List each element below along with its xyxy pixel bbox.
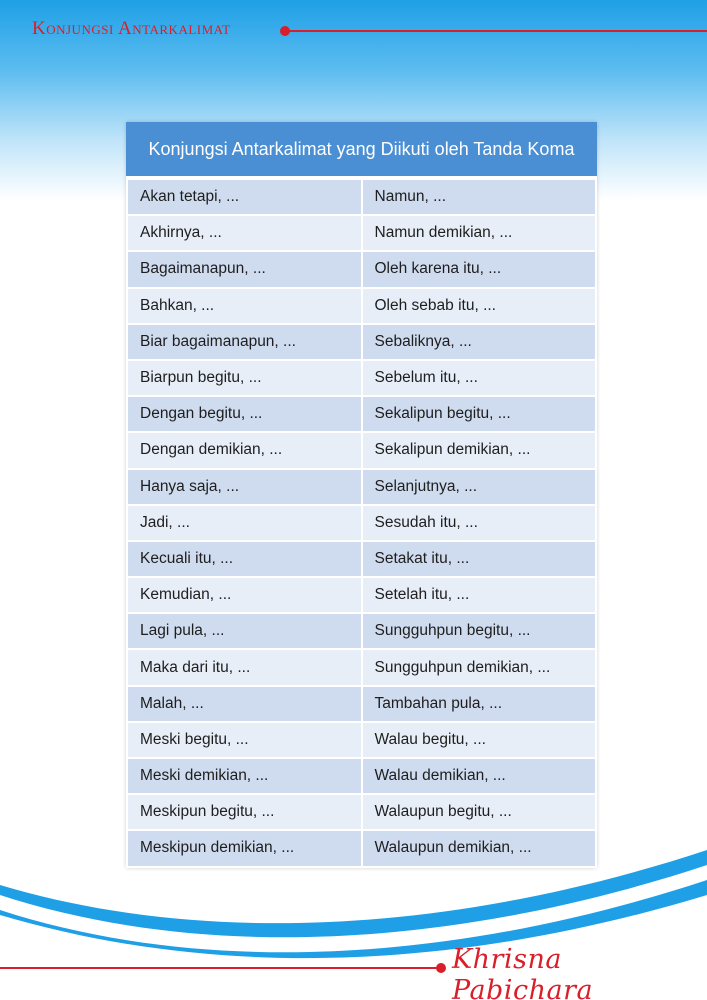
conjunction-left-cell: Bahkan, ... bbox=[127, 288, 362, 324]
conjunction-right-cell: Oleh karena itu, ... bbox=[362, 251, 597, 287]
conjunction-right-cell: Walau begitu, ... bbox=[362, 722, 597, 758]
conjunction-right-cell: Sungguhpun begitu, ... bbox=[362, 613, 597, 649]
table-row bbox=[127, 251, 596, 287]
conjunction-left-cell: Biarpun begitu, ... bbox=[127, 360, 362, 396]
conjunction-right-cell: Sekalipun begitu, ... bbox=[362, 396, 597, 432]
conjunction-left-cell: Akan tetapi, ... bbox=[127, 179, 362, 215]
table-row bbox=[127, 324, 596, 360]
conjunction-left-cell: Meskipun demikian, ... bbox=[127, 830, 362, 866]
conjunction-left-cell: Jadi, ... bbox=[127, 505, 362, 541]
conjunction-left-cell: Dengan demikian, ... bbox=[127, 432, 362, 468]
table-row bbox=[127, 613, 596, 649]
header-rule bbox=[286, 30, 707, 32]
conjunction-right-cell: Setelah itu, ... bbox=[362, 577, 597, 613]
table-row bbox=[127, 396, 596, 432]
conjunction-left-cell: Meski begitu, ... bbox=[127, 722, 362, 758]
table-row bbox=[127, 722, 596, 758]
conjunction-right-cell: Sekalipun demikian, ... bbox=[362, 432, 597, 468]
table-row bbox=[127, 686, 596, 722]
conjunction-right-cell: Oleh sebab itu, ... bbox=[362, 288, 597, 324]
conjunction-right-cell: Walaupun begitu, ... bbox=[362, 794, 597, 830]
conjunction-left-cell: Meskipun begitu, ... bbox=[127, 794, 362, 830]
conjunction-left-cell: Maka dari itu, ... bbox=[127, 649, 362, 685]
table-row bbox=[127, 360, 596, 396]
footer-dot bbox=[436, 963, 446, 973]
footer-rule bbox=[0, 967, 440, 969]
table-row bbox=[127, 505, 596, 541]
conjunction-left-cell: Hanya saja, ... bbox=[127, 469, 362, 505]
conjunction-right-cell: Namun demikian, ... bbox=[362, 215, 597, 251]
conjunction-right-cell: Sebelum itu, ... bbox=[362, 360, 597, 396]
author-signature: Khrisna Pabichara bbox=[452, 944, 594, 1000]
table-row bbox=[127, 758, 596, 794]
conjunction-left-cell: Dengan begitu, ... bbox=[127, 396, 362, 432]
table-row bbox=[127, 469, 596, 505]
table-row bbox=[127, 577, 596, 613]
table-row bbox=[127, 215, 596, 251]
conjunction-left-cell: Malah, ... bbox=[127, 686, 362, 722]
conjunction-left-cell: Lagi pula, ... bbox=[127, 613, 362, 649]
table-title: Konjungsi Antarkalimat yang Diikuti oleh Tanda Koma bbox=[126, 122, 597, 178]
conjunction-right-cell: Walaupun demikian, ... bbox=[362, 830, 597, 866]
table-row bbox=[127, 432, 596, 468]
conjunction-right-cell: Walau demikian, ... bbox=[362, 758, 597, 794]
conjunction-left-cell: Biar bagaimanapun, ... bbox=[127, 324, 362, 360]
table-row bbox=[127, 541, 596, 577]
conjunction-left-cell: Bagaimanapun, ... bbox=[127, 251, 362, 287]
table-row bbox=[127, 288, 596, 324]
table-row bbox=[127, 649, 596, 685]
conjunction-right-cell: Setakat itu, ... bbox=[362, 541, 597, 577]
conjunction-right-cell: Selanjutnya, ... bbox=[362, 469, 597, 505]
page-header-title: Konjungsi Antarkalimat bbox=[32, 18, 231, 39]
conjunction-left-cell: Meski demikian, ... bbox=[127, 758, 362, 794]
conjunction-right-cell: Sebaliknya, ... bbox=[362, 324, 597, 360]
conjunction-table bbox=[126, 122, 597, 868]
conjunction-left-cell: Akhirnya, ... bbox=[127, 215, 362, 251]
conjunction-right-cell: Tambahan pula, ... bbox=[362, 686, 597, 722]
table-body bbox=[127, 179, 596, 867]
conjunction-left-cell: Kemudian, ... bbox=[127, 577, 362, 613]
conjunction-right-cell: Sesudah itu, ... bbox=[362, 505, 597, 541]
table-row bbox=[127, 179, 596, 215]
conjunction-left-cell: Kecuali itu, ... bbox=[127, 541, 362, 577]
table-row bbox=[127, 794, 596, 830]
conjunction-right-cell: Sungguhpun demikian, ... bbox=[362, 649, 597, 685]
conjunction-right-cell: Namun, ... bbox=[362, 179, 597, 215]
